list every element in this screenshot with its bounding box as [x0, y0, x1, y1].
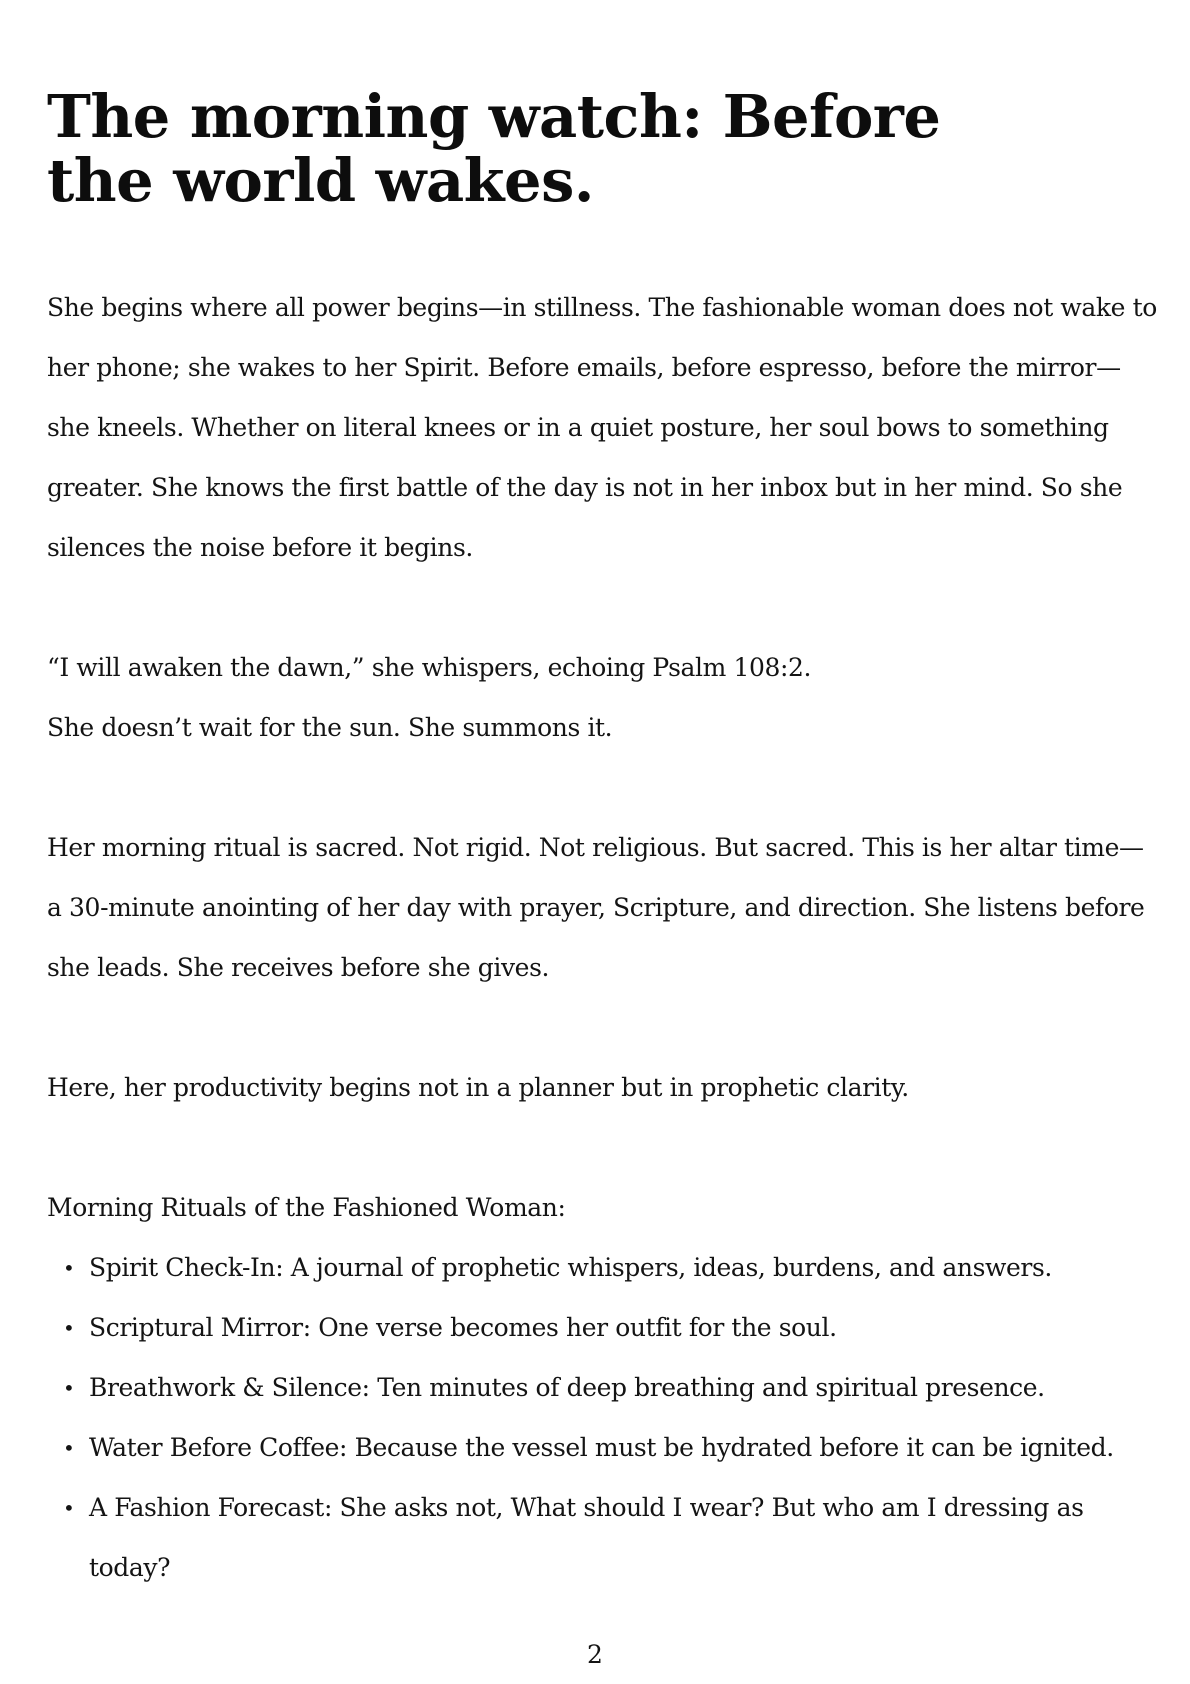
- list-item-text: A Fashion Forecast: She asks not, What should I wear? But who am I dressing as today?: [89, 1493, 1084, 1582]
- bullet-icon: •: [63, 1376, 75, 1400]
- productivity-paragraph: Here, her productivity begins not in a planner but in prophetic clarity.: [47, 1073, 909, 1102]
- list-item: [47, 1418, 1157, 1478]
- sun-line: She doesn’t wait for the sun. She summons it.: [47, 713, 613, 742]
- list-item-text: Water Before Coffee: Because the vessel must be hydrated before it can be ignited.: [89, 1433, 1114, 1462]
- list-item: [47, 1478, 1157, 1598]
- bullet-icon: •: [63, 1436, 75, 1460]
- list-item-text: Spirit Check-In: A journal of prophetic whispers, ideas, burdens, and answers.: [89, 1253, 1052, 1282]
- document-page: [47, 0, 1157, 1598]
- list-item-text: Breathwork & Silence: Ten minutes of deep breathing and spiritual presence.: [89, 1373, 1045, 1402]
- list-item: [47, 1298, 1157, 1358]
- quote-line: “I will awaken the dawn,” she whispers, echoing Psalm 108:2.: [47, 653, 812, 682]
- ritual-paragraph: Her morning ritual is sacred. Not rigid. Not religious. But sacred. This is her altar time—a 30-minute anointing of her day with prayer, Scripture, and direction. She listens before she leads. She receives before she gives.: [47, 833, 1145, 982]
- page-title: The morning watch: Before the world wakes.: [47, 82, 941, 215]
- list-item: [47, 1358, 1157, 1418]
- rituals-heading: Morning Rituals of the Fashioned Woman:: [47, 1193, 566, 1222]
- quote-paragraph: [47, 638, 1157, 758]
- list-item: [47, 1238, 1157, 1298]
- list-item-text: Scriptural Mirror: One verse becomes her outfit for the soul.: [89, 1313, 837, 1342]
- page-number: 2: [587, 1640, 603, 1669]
- bullet-icon: •: [63, 1256, 75, 1280]
- bullet-icon: •: [63, 1496, 75, 1520]
- bullet-icon: •: [63, 1316, 75, 1340]
- rituals-list: [47, 1238, 1157, 1598]
- intro-paragraph: She begins where all power begins—in stillness. The fashionable woman does not wake to her phone; she wakes to her Spirit. Before emails, before espresso, before the mirror—she kneels. Whether on literal knees or in a quiet posture, her soul bows to something greater. She knows the first battle of the day is not in her inbox but in her mind. So she silences the noise before it begins.: [47, 293, 1157, 562]
